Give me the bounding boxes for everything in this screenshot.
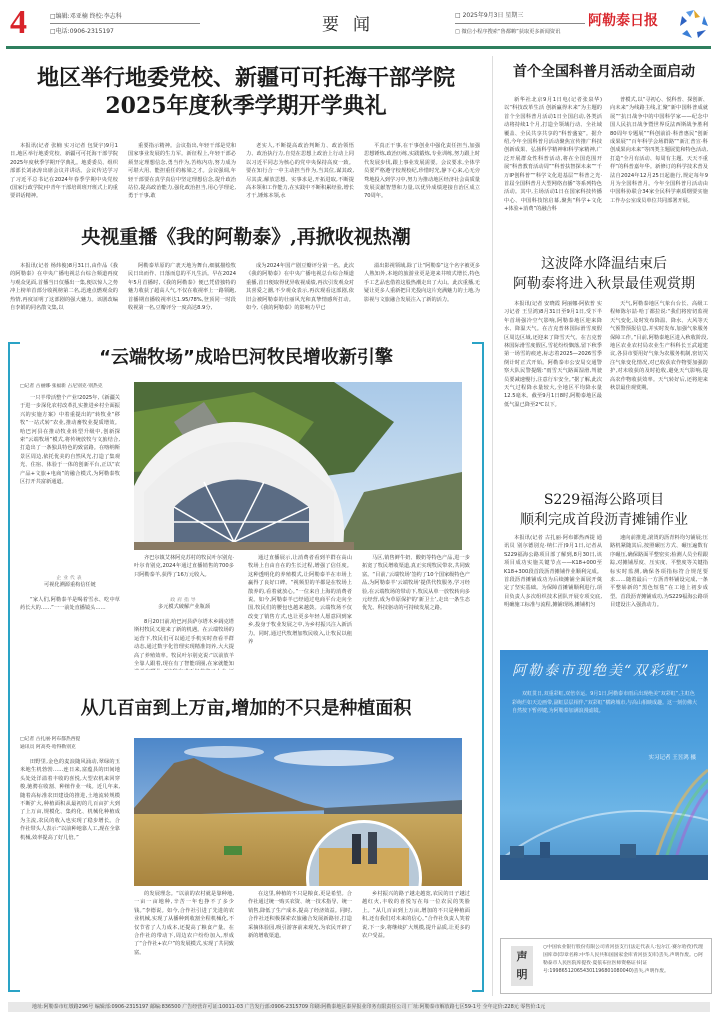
article-text: 乡村振兴的路子越走越宽,农民的日子越过越红火,丰收的喜悦写在每一位农民的笑脸上。“从几百亩到上万亩,增加的不只是种植面积,还有我们对未来的信心。”合作社负责人笑着说,下一步,将继续扩大规模,提升品质,让更多的农户受益。 — [362, 891, 470, 940]
wheat-field-image — [134, 738, 462, 886]
article-text: 8月20日前,哈巴河县萨尔塔木乡阔克塔斯村牧民又迎来了新的机遇。在云端牧场的运营下,牧民们可以通过手机实时查看羊群动态,通过数字化管理实现精准饲养,大大提高了养殖效率。牧民叶尔别克说:“以前放羊全靠人跟着,现在有了智能项圈,在家就能知 — [134, 619, 234, 668]
wheat-field-photo — [134, 738, 462, 886]
headline-party-school — [6, 64, 486, 120]
headline-line: 地区举行地委党校、新疆可可托海干部学院 — [36, 65, 455, 91]
subhead — [20, 574, 120, 588]
notice-text: ○中国农业银行股份有限公司青河县支行(法定代表人:包尔江·赛尔哈孜)代理国库章(印章名称:中华人民共和国国家金库青河县支库)丢失,声明作废。○阿勒泰市人民医院库提孜·夏依布拉医师资格证书(证号:199865120654301196801080040)丢失,声明作废。 — [543, 945, 703, 974]
article-text: 本报讯(记者 杨炜俊)8月31日,由作品《我的阿勒泰》在中央广播电视总台综合频道再度与观众见面,首播当日仅播出一集,便以惊人之势冲上榜单首部分收视榜第二名,迅速点燃观众的热情,再度证明了这部剧的强大魅力。该剧改编自李娟的同名散文集,以 — [10, 263, 118, 312]
notice-label-char: 明 — [516, 968, 528, 981]
article-text: 平真正干事,在干事创业中强化责任担当,加强思想锤炼,政治历练,实践锻炼,专业训练,努力跟上时代发展步伐,跟上事业发展需要。会议要求,全体学员要严格遵守校规校纪,珍惜时光,静下心来,心无旁骛地投入到学习中,努力为推动地区经济社会高质量发展贡献智慧和力量,以优异成绩迎接自治区成立70周年。 — [364, 143, 480, 200]
headline-cloud-ranch: “云端牧场”成哈巴河牧民增收新引擎 — [99, 347, 393, 368]
byline — [20, 736, 120, 752]
rainbow-photo — [500, 650, 708, 880]
article-text: 成为2024年国产剧豆瓣评分第一名。此次《我的阿勒泰》在中央广播电视总台综合频道重播,首日便取得优异收视成绩,再次引发观众对其喜爱之潮,不少观众表示,再次观看这部剧,依旧会被阿勒泰的壮丽风光和真挚情感所打动。如今,《我的阿勒泰》的影响力早已 — [246, 263, 354, 312]
headline-cctv: 央视重播《我的阿勒泰》,再掀收视热潮 — [81, 226, 411, 248]
article-text: 老实人,不断提高政治判断力、政治领悟力、政治执行力,自觉在思想上政治上行动上同以习近平同志为核心的党中央保持高度一致。要在知行合一中主动担当作为,当其位,谋其政,尽其责,解放思想、实事求是,开拓进取,不断提高本领和工作能力,在实践中不断积累经验,增长才干,锤炼本领,水 — [246, 143, 354, 200]
rainbow-image — [500, 650, 708, 880]
headline-autumn — [496, 254, 712, 294]
subhead — [134, 596, 234, 610]
frame-corner — [10, 990, 20, 992]
article-text: 本报讯(记者 张楠 实习记者 包贤宇)9月1日,地区举行地委党校、新疆可可托海干部学院2025年度秋季学期开学典礼。地委委员、组织部部长刘冰涛出席会议并讲话。会议传达学习了习近平总书记在2024年春季学期中央党校(国家行政学院)中青年干部培训班开班式上的重要讲话精神。 — [10, 143, 118, 200]
byline-line: 通讯员 阿高英·哈得勒别克 — [20, 745, 76, 750]
dome-tent-image — [134, 382, 462, 550]
dome-tent-photo — [134, 382, 462, 550]
article-text: 本报讯(记者 安晓霞 阿丽娜·阿依普 实习记者 王昱鸿)8月31日至9月1日,受下半年首场强冷空气影响,阿勒泰地区迎来降水、降温天气。在吉克普林国际滑雪度假区周边区域,还迎来了降雪天气。在吉克普林国际滑雪度假区,雪花纷纷飘落,留下秋季第一场雪的痕迹,标志着2025—2026雪季倒计时正式开始。阿勒泰市公安局交通警察大队民警提醒:“雨雪天气路面湿滑,驾驶员要减速慢行,注意行车安全。”据了解,此次天气过程降水量较大,全地区平均降水量12.5毫米。截至9月1日8时,阿勒泰地区最低气温已降至2℃以下。 — [504, 301, 602, 408]
article-text: 田野里,金色的麦浪随风涌动,翠绿的玉米地生机勃勃……连日来,富蕴县的田间地头处处洋溢着丰收的喜悦,大型农机来回穿梭,驰骋在收割、种植作业一线。近几年来,随着高标准农田建设的推进,土地流转规模不断扩大,种植面积从最初的几百亩扩大到了上万亩,规模化、集约化、机械化种植成为主流,农民的收入也实现了稳步增长。合作社带头人表示:“以前种地靠人工,现在全靠机械,效率提高了好几倍。” — [20, 759, 120, 841]
notice-box — [500, 938, 712, 994]
rainbow-title: 阿勒泰市现绝美“双彩虹” — [512, 663, 691, 679]
headline-planting: 从几百亩到上万亩,增加的不只是种植面积 — [80, 698, 412, 719]
article-text: 新华社北京9月1日电(记者张泉华)以“科技改革生活 创新赢得未来”为主题的首个全国科普月活动1日全国启动,各类活动将持续1个月,打造全领域行动、全社域覆盖、全民共享共享的“科普盛宴”。据介绍,今年全国科普月活动聚焦宣传推广科技创新成果、弘扬科学精神和科学家精神,广泛开展群众性科普活动,将在全国范围开展“科普教育活动周”“科普扶智探未来”“千万IP创科普”“科学文化进基层”“科普之光·首届全国科普月大型网络直播”等系列特色活动。其中,主场活动1日在国家科技传播中心、中国科技馆启幕,聚焦“科学+文化+体验+消费”的融合科 — [504, 97, 602, 213]
frame-corner — [472, 990, 482, 992]
divider — [455, 23, 585, 24]
frame-corner — [472, 342, 482, 344]
notice-label-char: 声 — [516, 950, 528, 963]
headline-line: S229福海公路项目 — [543, 492, 665, 508]
page-number: 4 — [10, 4, 27, 41]
headline-line: 阿勒泰将进入秋景最佳观赏期 — [513, 276, 695, 292]
photo-credit: 实习记者 王昱鸿 摄 — [648, 755, 696, 761]
byline-line: □记者 古扎丽·阿布都热西提 — [20, 737, 81, 742]
masthead — [0, 0, 717, 48]
article-text: 一只羊带活整个产业!2025年,《新疆关于进一步深化农村改革扎实推进乡村全面振兴的实施方案》中着重提出的“转牧业“移牧”一站式转”农业,推动畜牧业提质增效。哈巴河县在推动牧业转型升级中,创新探索“云端牧场”模式,将传统放牧与文旅结合,打造出了一条独具特色的致富路。在喀纳斯景区周边,依托优美的自然风光,打造了集观光、住宿、体验于一体的创新平台,正以“农产品+文旅+电商”的融合模式,为阿勒泰牧区打开共富新通道。 — [20, 395, 120, 486]
headline-science-month: 首个全国科普月活动全面启动 — [513, 64, 695, 80]
editor-info: □编辑:邓亚楠 终校:李志科 — [50, 13, 122, 20]
headline-line: 顺利完成首段沥青摊铺作业 — [520, 512, 688, 528]
column-divider — [492, 56, 493, 996]
divider — [50, 23, 200, 24]
article-text: 通过直播展示,让消费者看到羊群在高山牧场上自由自在的生长过程,增强了信任度。这种透明化的养殖模式,让阿勒泰羊在市场上赢得了良好口碑。“视频里的羊都是在牧场上散养的,看着就放心。”一位来自上海的消费者说。如今,阿勒泰羊已经通过电商平台走向全国,牧民们的腰包也越来越鼓。云端牧场不仅改变了销售方式,也让更多年轻人愿意回到家乡,投身于牧业发展之中,为乡村振兴注入新活力。同时,通过代牧增加牧民收入,让牧民以租养 — [248, 555, 352, 646]
photo-caption: 齐巴尔镇艾林阿克苏村的牧民叶尔别克·叶尔肯别克,2024年通过直播销售的700多只阿勒泰羊,获得了16万元收入。 — [134, 555, 234, 578]
subhead-title: 可视化溯源重构信任链 — [44, 582, 96, 588]
article-text: 马区,销售鲜牛奶、酸奶等特色产品,进一步拓宽了牧民增收渠道,真正实现牧民带农,共同致富。“目前,‘云端牧场’签约了10个国家级特色产品,为阿勒泰羊‘云端牧场’提供代牧服务,学习经验,在云端牧场的带动下,牧民从单一放牧转向多元经营,成为草原保护的‘新卫士’,走出一条生态优先、科技驱动的可持续发展之路。 — [362, 555, 470, 612]
article-text: 重要指示精神。会议指出,年轻干部是党和国家事业发展的生力军。新征程上,年轻干部必须坚定理想信念,勇当作为,苦练内功,努力成为可堪大用、能担重任的栋梁之才。会议强调,年轻干部要在真学真信中坚定理想信念,提升政治站位,提高政治能力,强化政治担当,用心学理论,勇于干事,敢 — [128, 143, 236, 200]
article-text: 的发展理念。“以前的农村就是靠种地,一亩一亩地种,辛苦一年也挣不了多少钱。”李德说。如今,合作社引进了先进的农业机械,实现了从播种到收割全程机械化,不仅节省了人力成本,还提高了粮食产量。在合作社的带动下,周边农户纷纷加入,形成了“合作社+农户”的发展模式,实现了共同致富。 — [134, 891, 234, 956]
headline-line: 2025年度秋季学期开学典礼 — [105, 93, 387, 119]
article-text: 天气,阿勒泰地区气象台台长、高级工程师陈尔喆·哈丁都拉说:“我们将密切监视天气变化,及时发布降温、降水、大风等天气预警预报信息,并实时发布,加强气象服务保障工作。”目前,阿勒泰地区进入秋收阶段,地区农业农村局农业生产科科长王武超建议,各县市要用好气象为农服务机制,密切关注气象变化情况,对已收获农作物要加强防护,对未收获的及时抢收,避免天气影响,提高农作物收获效率。天气转好后,还将迎来秋景最佳观赏期。 — [610, 301, 708, 392]
subhead-kicker: 企业代表 — [56, 576, 84, 581]
article-text: 本报讯(记者 古扎丽·阿布都热西提 通讯员 别尔德别克·纳仁汗)9月1日,记者从S229福海公路项目部了解到,8月30日,该项目成功实施关键节点——K18+000至K18+300段首段沥青摊铺作业顺利完成。首段沥青摊铺成功为后续摊铺全面展开奠定了坚实基础。为保障首摊铺顺利进行,项目负责人多次组织技术团队开展专项交底,明确施工标准与流程,摊铺现场,摊铺机匀 — [504, 535, 602, 609]
article-text: 阿勒泰草原的广袤天地为舞台,细腻描绘牧民日出而作、日落而息的平凡生活。早在2024年5月首播时,《我的阿勒泰》便已凭借独特的魅力收获了超高人气,不仅在收视率上一路领跑,首播期直播收视率达1.95/78%,登顶同一时段收视第一名,豆瓣评分一度高达8.9分, — [128, 263, 236, 312]
issue-date: □ 2025年9月3日 星期三 — [455, 12, 524, 19]
section-title: 要闻 — [322, 15, 384, 35]
article-text: 速向前推进,滚烫的沥青料均匀铺展;压路机紧随其后,按照碾压方式、碾压遍数有序碾压,确保路面平整密实;检测人员全程跟踪,对摊铺厚度、压实度、平整度等关键指标实时监测,确保各项指标符合规范要求……随着最后一方沥青料铺设完成,一条平整崭新的“黑色短毯”在工地上初步成型。首段沥青摊铺成功,为S229福海公路项目建设注入强劲动力。 — [610, 535, 708, 609]
headline-highway — [496, 490, 712, 530]
article-text: 在这里,种植的不只是粮食,更是希望。合作社通过统一购买农资、统一技术指导、统一销售,降低了生产成本,提高了经济效益。同时,合作社还积极探索农旅融合发展新路径,打造采摘体验园,吸引游客前来观光,为农民开辟了新的增收渠道。 — [248, 891, 352, 940]
header-rule — [6, 46, 711, 49]
subhead-title: 多元模式破解产业瓶颈 — [158, 604, 210, 610]
rainbow-text: 双虹贯日,双重彩虹,双倍幸运。9月1日,阿勒泰市雨后出现绝美“双彩虹”,主虹色彩绚烂如天边画带,副虹层层相伴,“双彩虹”横跨城市,与高山相映成趣。这一刻仿佛大自然按下暂停键,为阿勒泰加满浪漫滤镜。 — [512, 691, 697, 714]
phone-info: □电话:0906-2315197 — [50, 28, 114, 35]
article-text: 溢出影视领域,除了让“阿勒泰”这个名字被更多人熟知外,本地的旅游业更是迎来井喷式增长,特色手工艺品也借着这股热潮走出了大山。此次重播,无疑让更多人重新把目光投向这片充满魅力的土地,为影视与文旅融合发展注入了新的活力。 — [364, 263, 480, 303]
article-text: 普模式,以“寻初心、悦科普、探创新、向未来”为线路主线,汇聚“新中国科普成就展”“抗日战争中的中国科学家——纪念中国人民抗日战争暨世界反法西斯战争胜利80周年专题展”“科创前沿·科普惠民”创新成果展”“百年科学会场群路”“新汇普宣·科创成果向未来”等四类主题展览和特色活动,打造“全月有活动、每周有主题、天天不重样”的科普嘉年华。新修订的科学技术普及法自2024年12月25日起施行,规定每年9月为全国科普月。今年全国科普月活动由中国科协联合34家全民科学素质纲要实施工作办公室成员单位共同部署开展。 — [610, 97, 708, 204]
notice-label — [511, 946, 533, 986]
byline: □记者 古丽娜·张福新 占尼别克·别热克 — [20, 384, 103, 389]
star-logo-icon — [678, 8, 710, 40]
wechat-info: □ 微信小程序搜索“鲁都嗨”获取更多新闻资讯 — [455, 29, 561, 35]
frame-corner — [10, 342, 20, 344]
footer-imprint: 地址:阿勒泰市红墩路296号 编辑部:0906-2315197 邮编:836500 广告经营许可证:10011-03 广告发行部:0906-2315709 印刷:阿勒泰地区泰昇报业印务有限责任公司 厂址:阿勒泰市解放路七区59-1号 全年定价:228元 零售价:1元 — [8, 1002, 710, 1012]
headline-line: 这波降水降温结束后 — [541, 256, 667, 272]
article-text: “家人们,阿勒泰羊是喝着雪水、吃中草药长大的……”一一前处直播镜头…… — [20, 597, 120, 612]
subhead-kicker: 政府指导 — [170, 598, 198, 603]
paper-name: 阿勒泰日报 — [588, 13, 658, 29]
